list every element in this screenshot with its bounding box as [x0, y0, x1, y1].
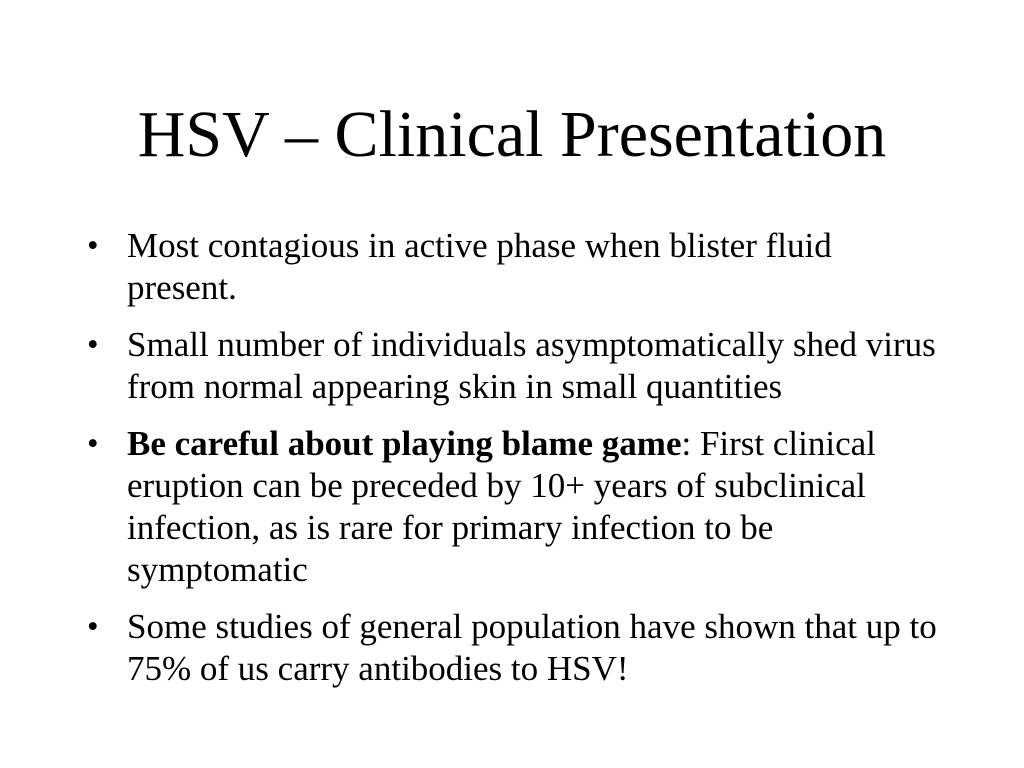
bullet-marker: •: [87, 609, 99, 645]
bullet-segment: : First clinical eruption can be preceded by 10+ years of subclinical infection, as is rare for primary infection to be symptomatic: [127, 424, 876, 589]
bullet-segment-bold: Be careful about playing blame game: [127, 424, 682, 463]
bullet-segment: Most contagious in active phase when blister fluid present.: [127, 226, 832, 307]
slide-title: HSV – Clinical Presentation: [137, 98, 887, 171]
bullet-text: [127, 606, 947, 690]
bullet-item: [0, 423, 947, 591]
bullet-text: [127, 423, 947, 591]
bullet-marker: •: [87, 327, 99, 363]
bullet-item: [0, 225, 947, 309]
bullet-text: [127, 324, 947, 408]
bullet-item: [0, 324, 947, 408]
bullet-marker: •: [87, 228, 99, 264]
bullet-marker: •: [87, 426, 99, 462]
bullet-text: [127, 225, 947, 309]
bullet-item: [0, 606, 947, 690]
bullet-segment: Small number of individuals asymptomatically shed virus from normal appearing skin in small quantities: [127, 325, 936, 406]
bullet-list: [0, 225, 947, 705]
bullet-segment: Some studies of general population have shown that up to 75% of us carry antibodies to HSV!: [127, 607, 937, 688]
